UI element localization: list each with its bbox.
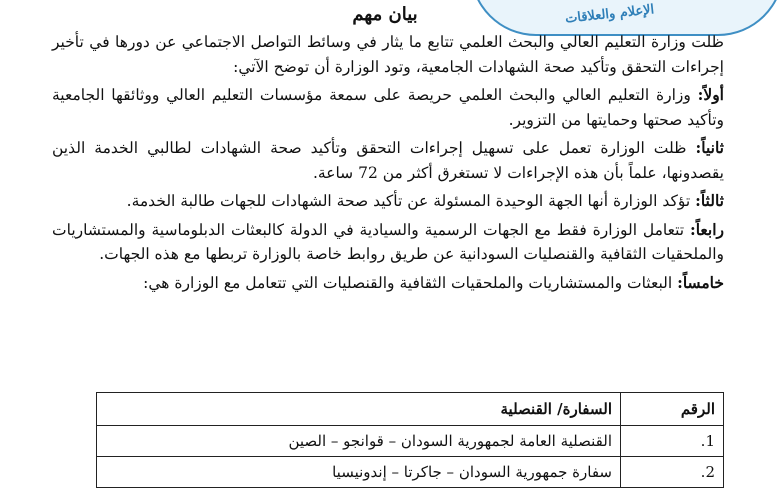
row-2-mission: سفارة جمهورية السودان – جاكرتا – إندونيسيا [97, 457, 621, 488]
point-2-lead: ثانياً: [695, 138, 724, 157]
intro-paragraph: ظلت وزارة التعليم العالي والبحث العلمي تتابع ما يثار في وسائط التواصل الاجتماعي عن دورها في تأخير إجراءات التحقق وتأكيد صحة الشهادات الجامعية، وتود الوزارة أن توضح الآتي: [52, 33, 724, 76]
point-1-lead: أولاً: [697, 85, 724, 104]
table-header-row [97, 393, 724, 426]
stamp-text: الإعلام والعلاقات [564, 2, 655, 27]
row-2-number: 2. [621, 457, 724, 488]
point-4-lead: رابعاً: [689, 219, 724, 239]
table-row [97, 426, 724, 457]
point-1 [52, 83, 724, 132]
document-title: بيان مهم [352, 4, 418, 25]
header-number: الرقم [621, 393, 724, 426]
point-3-lead: ثالثاً: [695, 191, 724, 210]
point-5 [52, 271, 724, 296]
point-5-text: البعثات والمستشاريات والملحقيات الثقافية والقنصليات التي تتعامل مع الوزارة هي: [143, 273, 678, 292]
table-row [97, 457, 724, 488]
row-1-mission: القنصلية العامة لجمهورية السودان – قوانجو – الصين [97, 426, 621, 457]
point-3 [52, 189, 724, 214]
point-2-text: ظلت الوزارة تعمل على تسهيل إجراءات التحقق وتأكيد صحة الشهادات لطالبي الخدمة الذين يقصدونها، علماً بأن هذه الإجراءات لا تستغرق أكثر من 72 ساعة. [52, 139, 724, 182]
point-3-text: تؤكد الوزارة أنها الجهة الوحيدة المسئولة عن تأكيد صحة الشهادات للجهات طالبة الخدمة. [126, 192, 696, 210]
statement-body [52, 30, 724, 299]
point-1-text: وزارة التعليم العالي والبحث العلمي حريصة على سمعة مؤسسات التعليم العالي ووثائقها الجامعية وتأكيد صحتها وحمايتها من التزوير. [52, 86, 724, 129]
missions-table [96, 392, 724, 488]
row-1-number: 1. [621, 426, 724, 457]
header-mission: السفارة/ القنصلية [97, 393, 621, 426]
point-4 [52, 218, 724, 267]
point-2 [52, 136, 724, 185]
point-4-text: تتعامل الوزارة فقط مع الجهات الرسمية والسيادية في الدولة كالبعثات الدبلوماسية والمستشاريات والملحقيات الثقافية والقنصليات السودانية عن طريق روابط خاصة بالوزارة تربطها مع هذه الجهات. [52, 220, 724, 263]
point-5-lead: خامساً: [677, 272, 724, 292]
